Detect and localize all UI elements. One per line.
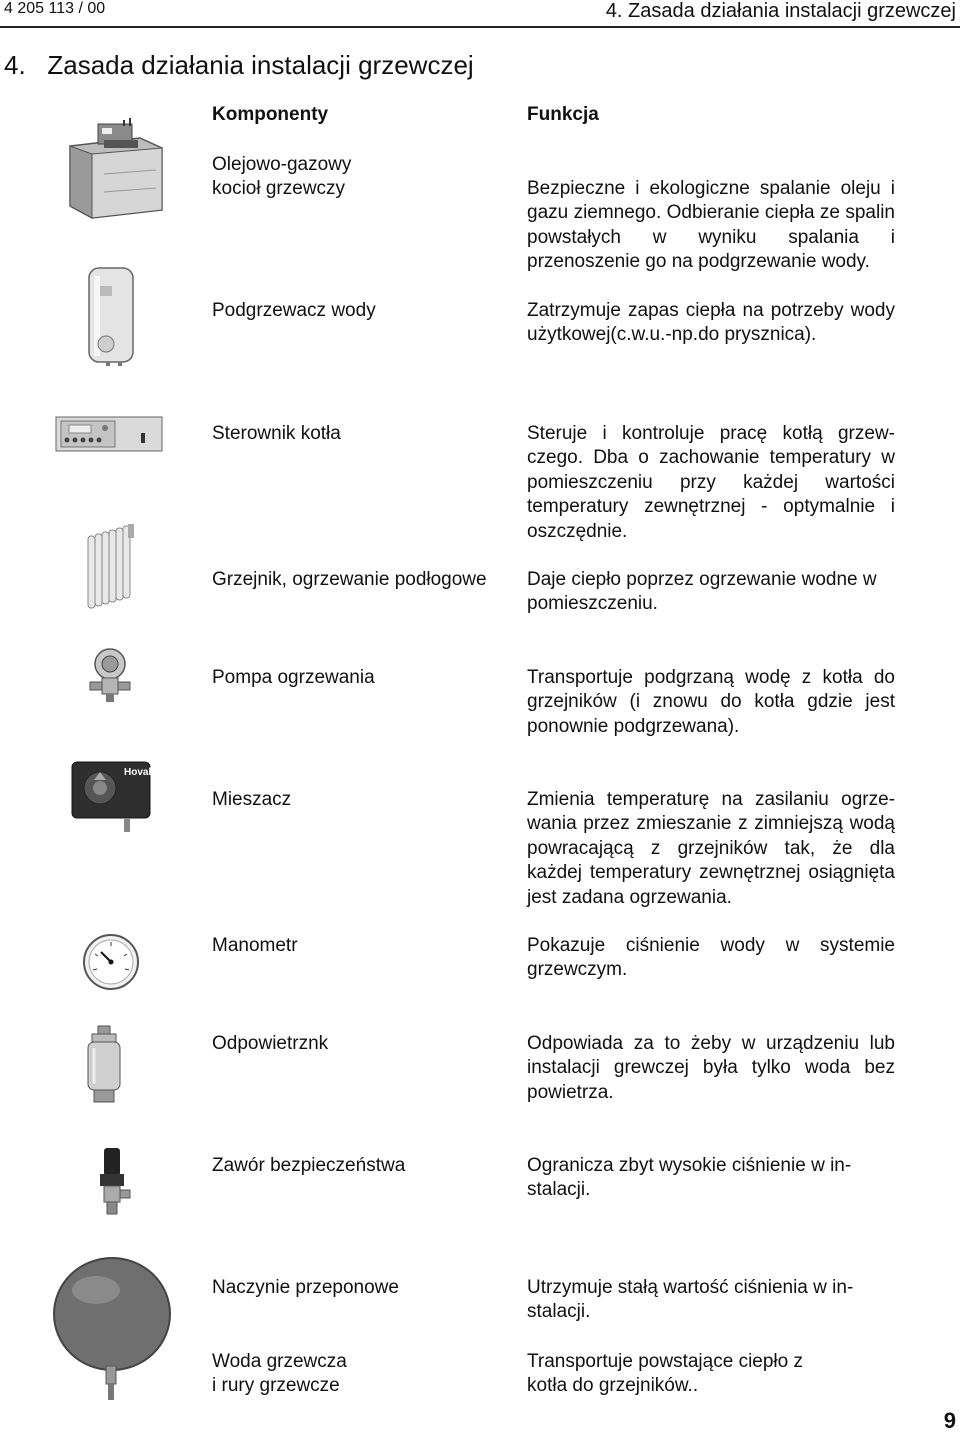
component-label: Grzejnik, ogrzewanie podłogowe <box>212 569 487 590</box>
heating-pump-icon <box>86 644 134 704</box>
component-label: Mieszacz <box>212 789 292 810</box>
water-heater-icon <box>86 264 136 366</box>
function-description: Transportuje powstające ciepło z kotła do grzejników.. <box>527 1351 803 1397</box>
function-description: Utrzymuje stałą wartość ciśnienia w in-stalacji. <box>527 1277 854 1323</box>
air-vent-icon <box>82 1024 126 1104</box>
boiler-icon <box>62 118 168 220</box>
mixer-brand: Hoval <box>124 767 152 778</box>
component-label: Pompa ogrzewania <box>212 667 375 688</box>
component-label: Zawór bezpieczeństwa <box>212 1155 406 1176</box>
component-label: Woda grzewcza i rury grzewcze <box>212 1351 347 1396</box>
function-description: Bezpieczne i ekologiczne spalanie oleju i gazu ziemnego. Odbieranie ciepła ze spalin powstałych w wyniku spalania i przenoszenie go na podgrzewanie wody. <box>527 178 895 273</box>
component-label: Podgrzewacz wody <box>212 300 376 321</box>
component-label: Manometr <box>212 935 298 956</box>
component-label: Sterownik kotła <box>212 423 341 444</box>
header-divider <box>0 26 960 28</box>
column-header-function: Funkcja <box>527 104 599 125</box>
page-number: 9 <box>943 1408 956 1433</box>
safety-valve-icon <box>94 1146 132 1216</box>
section-title: 4. Zasada działania instalacji grzewczej <box>4 50 474 80</box>
radiator-icon <box>84 524 136 614</box>
boiler-controller-icon <box>55 416 163 452</box>
document-id: 4 205 113 / 00 <box>4 0 106 17</box>
component-label: Odpowietrznk <box>212 1033 329 1054</box>
function-description: Ogranicza zbyt wysokie ciśnienie w in-stalacji. <box>527 1155 852 1201</box>
function-description: Pokazuje ciśnienie wody w systemie grzewczym. <box>527 935 895 981</box>
function-description: Steruje i kontroluje pracę kotłą grzew-czego. Dba o zachowanie temperatury w pomieszczeniu przy każdej wartości temperatury zewnętrznej - optymalnie i oszczędnie. <box>527 423 895 542</box>
function-description: Daje ciepło poprzez ogrzewanie wodne w pomieszczeniu. <box>527 569 877 615</box>
expansion-vessel-icon <box>50 1250 174 1402</box>
component-label: Naczynie przeponowe <box>212 1277 399 1298</box>
mixer-icon <box>70 756 154 832</box>
function-description: Zmienia temperaturę na zasilaniu ogrze-wania przez zmieszanie z zimniejszą wodą powracającą z grzejników tak, że dla każdej temperatury zewnętrznej osiągnięta jest zadana ogrzewania. <box>527 789 895 908</box>
function-description: Transportuje podgrzaną wodę z kotła do grzejników (i znowu do kotła gdzie jest ponownie podgrzewana). <box>527 667 895 737</box>
running-header-title: 4. Zasada działania instalacji grzewczej <box>605 0 956 22</box>
function-description: Odpowiada za to żeby w urządzeniu lub instalacji grewczej była tylko woda bez powietrza. <box>527 1033 895 1103</box>
component-label: Olejowo-gazowy kocioł grzewczy <box>212 154 352 199</box>
function-description: Zatrzymuje zapas ciepła na potrzeby wody użytkowej(c.w.u.-np.do prysznica). <box>527 300 895 346</box>
column-header-components: Komponenty <box>212 104 329 125</box>
manometer-icon <box>81 932 141 992</box>
